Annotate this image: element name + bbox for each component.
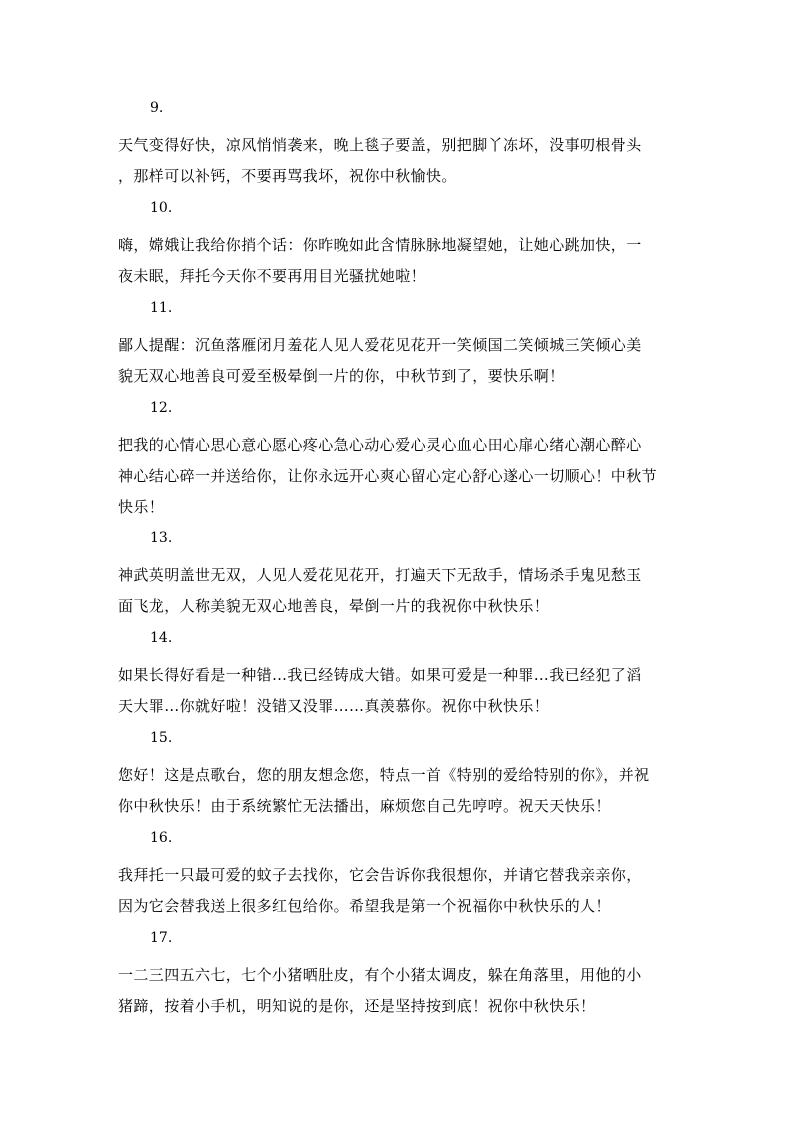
entry-text [118, 560, 678, 622]
entry-line: 猪蹄，按着小手机，明知说的是你，还是坚持按到底！祝你中秋快乐！ [118, 997, 596, 1015]
entry-line: 鄙人提醒：沉鱼落雁闭月羞花人见人爱花见花开一笑倾国二笑倾城三笑倾心美 [118, 336, 642, 354]
entry-line: 嗨，嫦娥让我给你捎个话：你昨晚如此含情脉脉地凝望她，让她心跳加快，一 [118, 236, 642, 254]
entry-line: 把我的心情心思心意心愿心疼心急心动心爱心灵心血心田心扉心绪心潮心醉心 [118, 436, 642, 454]
entry-9 [118, 100, 678, 192]
entry-10 [118, 200, 678, 292]
entry-line: 神心结心碎一并送给你，让你永远开心爽心留心定心舒心遂心一切顺心！中秋节 [118, 467, 658, 485]
entry-line: 夜未眠，拜托今天你不要再用目光骚扰她啦！ [118, 267, 427, 285]
entry-text [118, 430, 678, 523]
entry-line: 神武英明盖世无双，人见人爱花见花开，打遍天下无敌手，情场杀手鬼见愁玉 [118, 566, 642, 584]
entry-text [118, 660, 678, 722]
entry-number: 17. [150, 930, 173, 946]
entry-line: 天大罪…你就好啦！没错又没罪……真羡慕你。祝你中秋快乐！ [118, 697, 550, 715]
entry-15 [118, 730, 678, 822]
entry-line: 一二三四五六七，七个小猪晒肚皮，有个小猪太调皮，躲在角落里，用他的小 [118, 966, 642, 984]
entry-line: 我拜托一只最可爱的蚊子去找你，它会告诉你我很想你，并请它替我亲亲你， [118, 866, 642, 884]
entry-14 [118, 630, 678, 722]
entry-text [118, 230, 678, 292]
entry-number: 13. [150, 530, 173, 546]
entry-number: 12. [150, 400, 173, 416]
entry-number: 10. [150, 200, 173, 216]
entry-line: 如果长得好看是一种错…我已经铸成大错。如果可爱是一种罪…我已经犯了滔 [118, 666, 642, 684]
entry-number: 16. [150, 830, 173, 846]
entry-number: 14. [150, 630, 173, 646]
entry-line: 面飞龙，人称美貌无双心地善良，晕倒一片的我祝你中秋快乐！ [118, 597, 550, 615]
entry-number: 15. [150, 730, 173, 746]
entry-11 [118, 300, 678, 392]
entry-17 [118, 930, 678, 1022]
entry-number: 11. [150, 300, 173, 316]
entry-text [118, 960, 678, 1022]
entry-text [118, 860, 678, 922]
entry-text [118, 760, 678, 822]
entry-line: 您好！这是点歌台，您的朋友想念您，特点一首《特别的爱给特别的你》，并祝 [118, 766, 650, 784]
entry-line: 你中秋快乐！由于系统繁忙无法播出，麻烦您自己先哼哼。祝天天快乐！ [118, 797, 611, 815]
entry-number: 9. [150, 100, 164, 116]
entry-line: 快乐！ [118, 498, 165, 516]
entry-line: ，那样可以补钙，不要再骂我坏，祝你中秋愉快。 [118, 167, 457, 185]
entry-text [118, 130, 678, 192]
entry-line: 天气变得好快，凉风悄悄袭来，晚上毯子要盖，别把脚丫冻坏，没事叨根骨头 [118, 136, 642, 154]
entry-13 [118, 530, 678, 622]
entry-line: 因为它会替我送上很多红包给你。希望我是第一个祝福你中秋快乐的人！ [118, 897, 611, 915]
entry-16 [118, 830, 678, 922]
entry-text [118, 330, 678, 392]
entry-12 [118, 400, 678, 523]
entry-line: 貌无双心地善良可爱至极晕倒一片的你，中秋节到了，要快乐啊！ [118, 367, 565, 385]
